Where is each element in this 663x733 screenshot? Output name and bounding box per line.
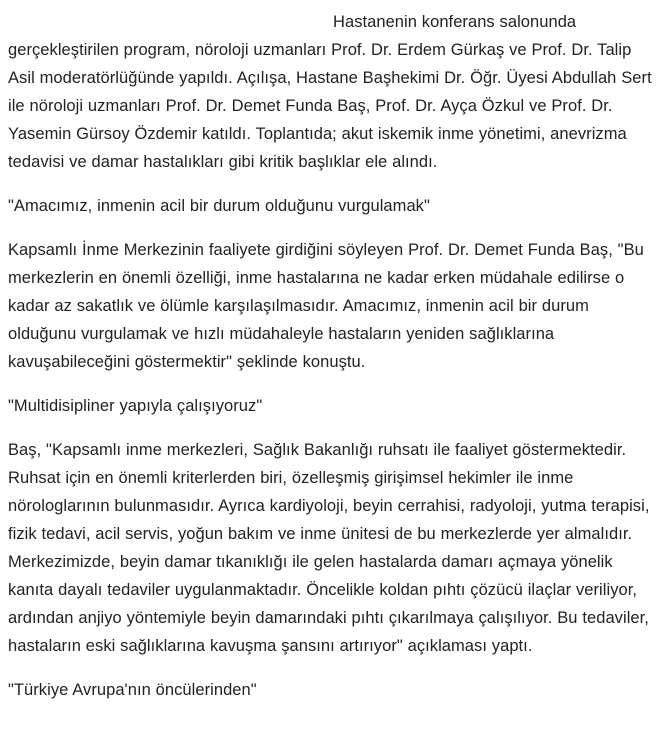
subheading-turkiye-avrupa: "Türkiye Avrupa'nın öncülerinden" bbox=[8, 681, 257, 699]
subheading-amacimiz: "Amacımız, inmenin acil bir durum olduğunu vurgulamak" bbox=[8, 197, 430, 215]
subheading-multidisipliner: "Multidisipliner yapıyla çalışıyoruz" bbox=[8, 397, 263, 415]
lead-paragraph: Hastanenin konferans salonunda gerçekleştirilen program, nöroloji uzmanları Prof. Dr. Erdem Gürkaş ve Prof. Dr. Talip Asil moderatörlüğünde yapıldı. Açılışa, Hastane Başhekimi Dr. Öğr. Üyesi Abdullah Sert ile nöroloji uzmanları Prof. Dr. Demet Funda Baş, Prof. Dr. Ayça Özkul ve Prof. Dr. Yasemin Gürsoy Özdemir katıldı. Toplantıda; akut iskemik inme yönetimi, anevrizma tedavisi ve damar hastalıkları gibi kritik başlıklar ele alındı. bbox=[8, 13, 652, 171]
body-paragraph-inme-merkezi: Kapsamlı İnme Merkezinin faaliyete girdiğini söyleyen Prof. Dr. Demet Funda Baş, "Bu merkezlerin en önemli özelliği, inme hastalarına ne kadar erken müdahale edilirse o kadar az sakatlık ve ölümle karşılaşılmasıdır. Amacımız, inmenin acil bir durum olduğunu vurgulamak ve hızlı müdahaleyle hastaların yeniden sağlıklarına kavuşabileceğini göstermektir" şeklinde konuştu. bbox=[8, 241, 644, 371]
body-paragraph-ruhsat-tedavi: Baş, "Kapsamlı inme merkezleri, Sağlık Bakanlığı ruhsatı ile faaliyet göstermektedir. Ruhsat için en önemli kriterlerden biri, özelleşmiş girişimsel hekimler ile inme nörologlarının bulunmasıdır. Ayrıca kardiyoloji, beyin cerrahisi, radyoloji, yutma terapisi, fizik tedavi, acil servis, yoğun bakım ve inme ünitesi de bu merkezlerde yer almalıdır. Merkezimizde, beyin damar tıkanıklığı ile gelen hastalarda damarı açmaya yönelik kanıta dayalı tedaviler uygulanmaktadır. Öncelikle koldan pıhtı çözücü ilaçlar veriliyor, ardından anjiyo yöntemiyle beyin damarındaki pıhtı çıkarılmaya çalışılıyor. Bu tedaviler, hastaların eski sağlıklarına kavuşma şansını artırıyor" açıklaması yaptı. bbox=[8, 441, 650, 655]
